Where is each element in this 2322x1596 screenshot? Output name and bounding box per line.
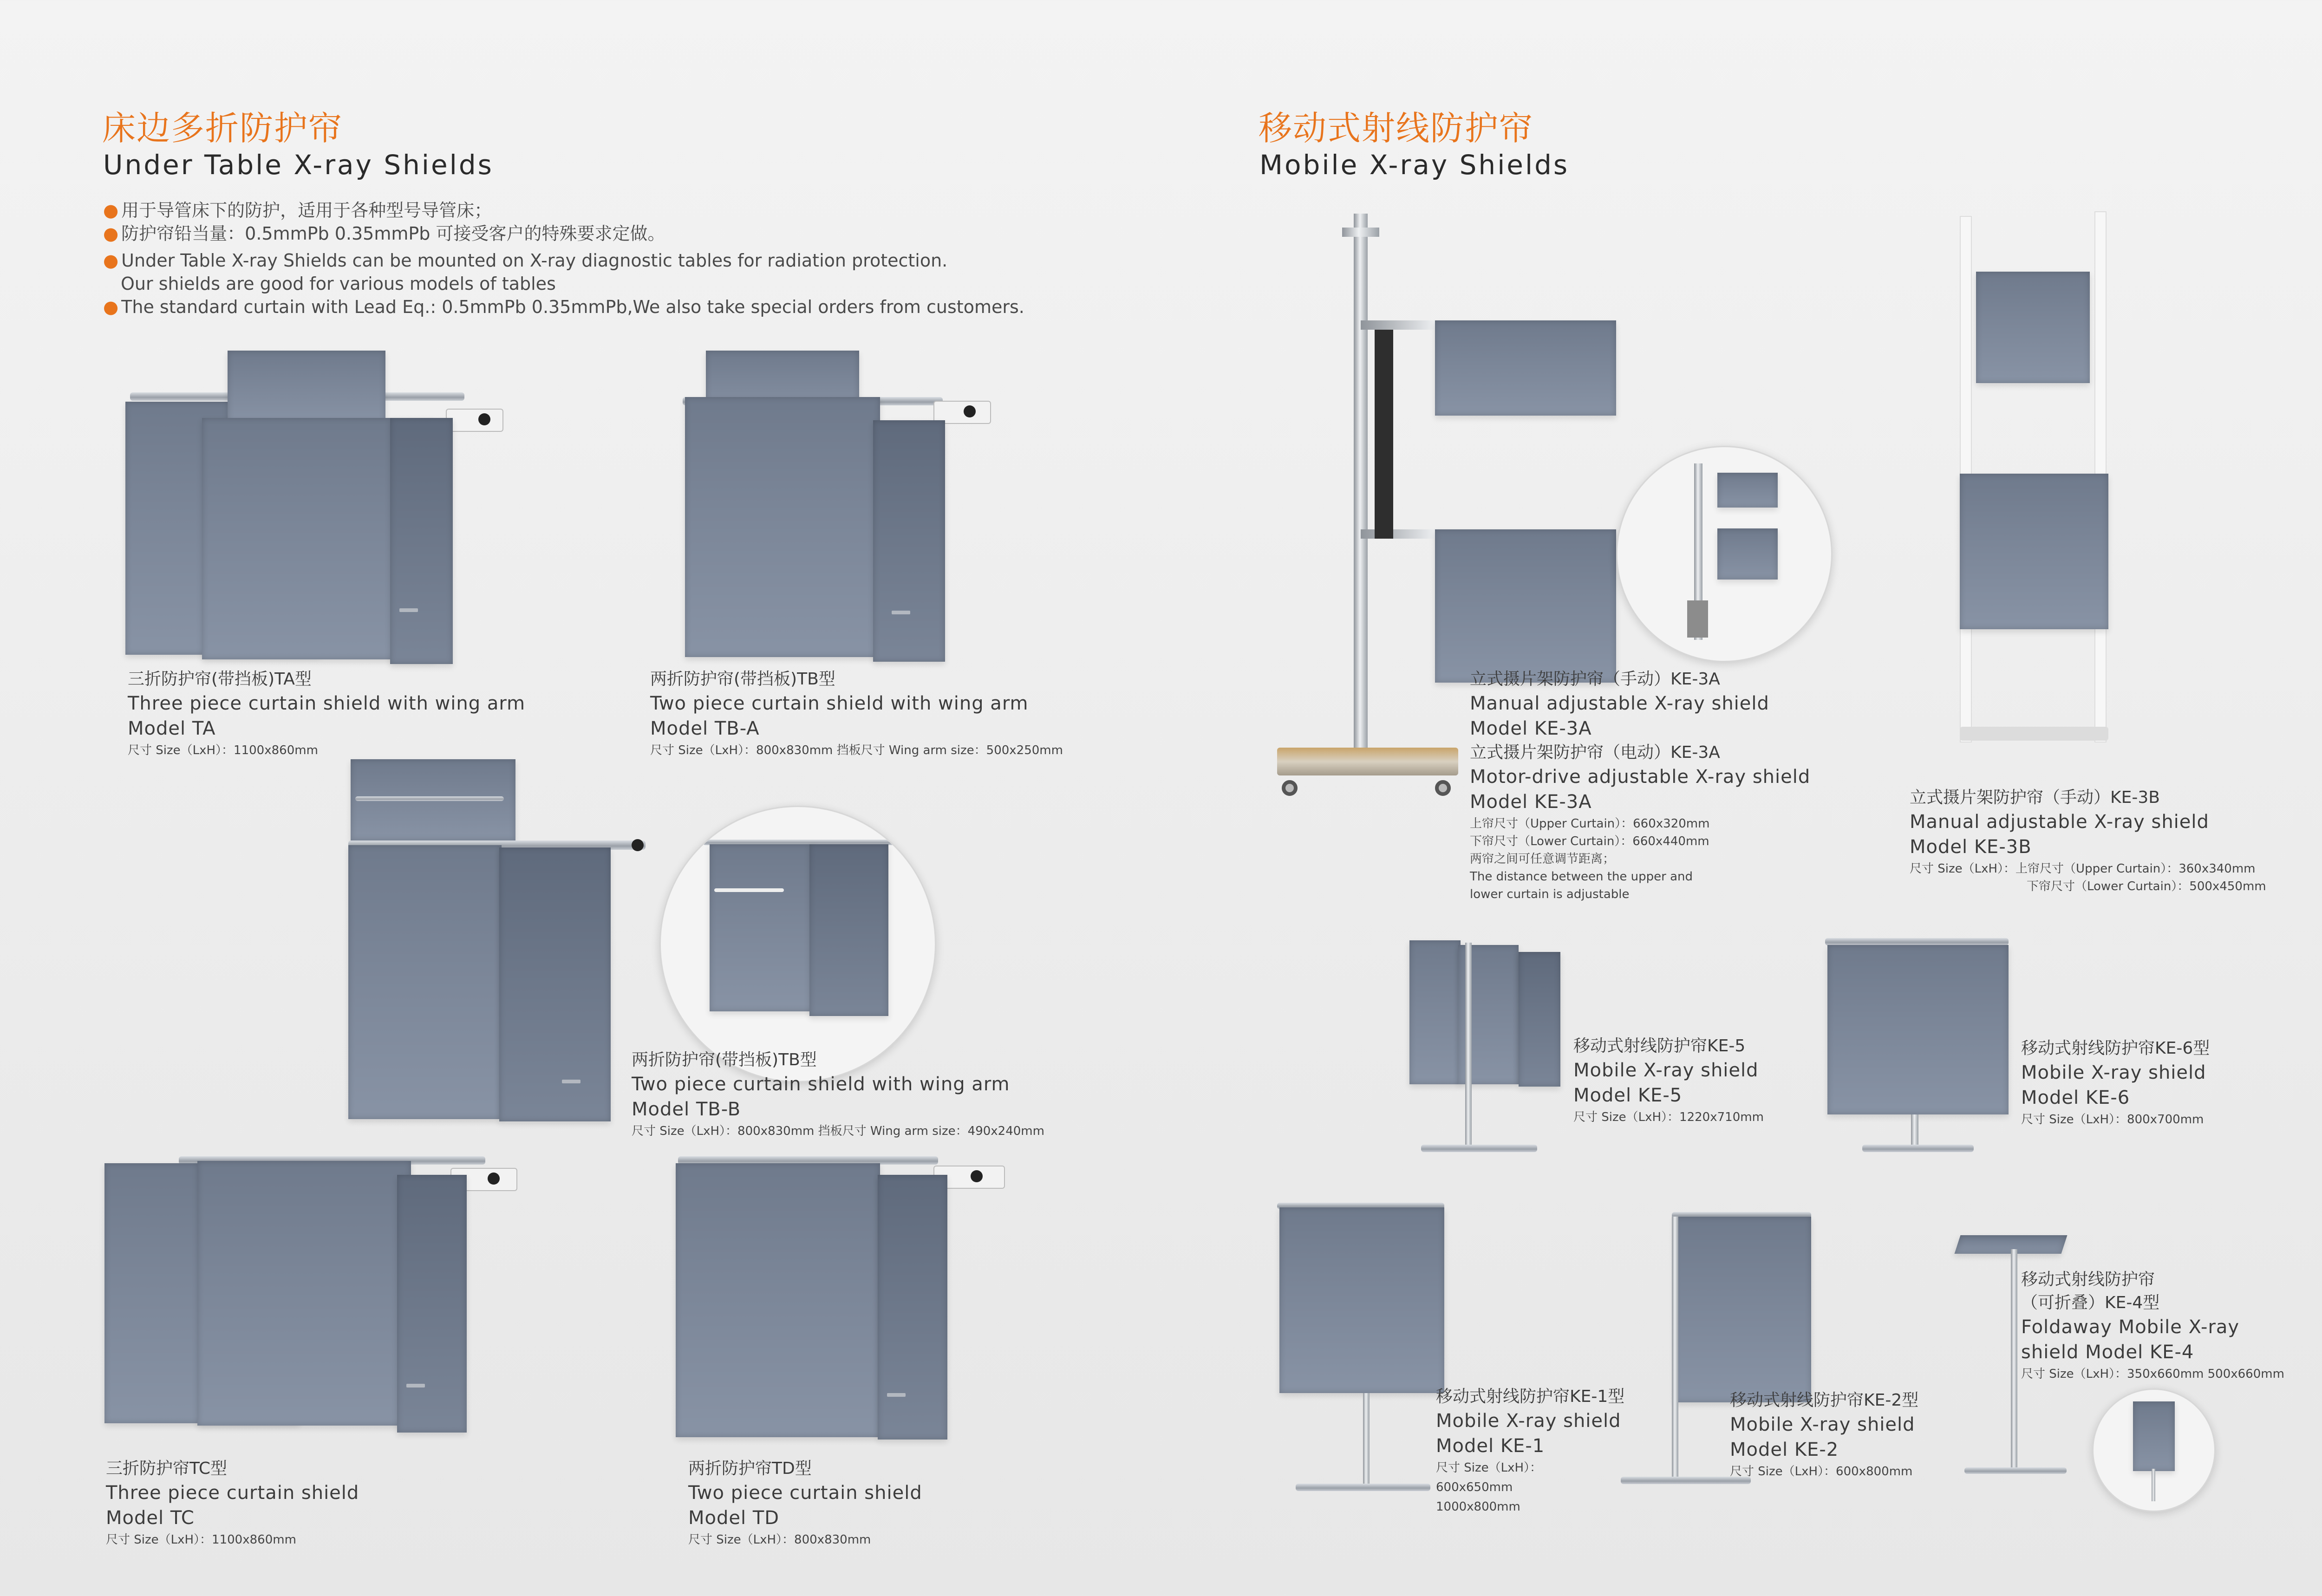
stand-base	[1421, 1145, 1537, 1152]
curtain-panel	[710, 844, 816, 1011]
curtain-panel	[1827, 945, 2009, 1114]
wheel-icon	[1282, 780, 1298, 796]
brand-logo	[887, 1393, 906, 1397]
knob-icon	[964, 405, 976, 417]
bullet-dot-icon: ●	[103, 223, 119, 244]
rail	[355, 796, 504, 801]
wing-panel	[228, 351, 385, 425]
brand-logo	[562, 1080, 580, 1083]
bullet-3-cont: Our shields are good for various models of tables	[121, 274, 556, 294]
stand-pole	[1363, 1393, 1370, 1486]
curtain-panel	[676, 1163, 880, 1437]
left-title-cn: 床边多折防护帘	[102, 109, 343, 148]
curtain-panel	[197, 1161, 411, 1426]
curtain-panel	[1409, 940, 1461, 1084]
caption-tb-a: 两折防护帘(带挡板)TB型 Two piece curtain shield with wing arm Model TB-A 尺寸 Size（LxH）：800x830mm 挡板尺寸 Wing arm size：500x250mm	[650, 670, 1063, 757]
lower-curtain	[1960, 474, 2108, 629]
knob-icon	[478, 413, 490, 425]
product-image-tb-b	[344, 755, 669, 1126]
caption-ta: 三折防护帘(带挡板)TA型 Three piece curtain shield with wing arm Model TA 尺寸 Size（LxH）：1100x860mm	[128, 670, 526, 757]
product-image-ke-5	[1407, 933, 1565, 1175]
stand-base	[1296, 1484, 1430, 1491]
product-image-ta	[121, 348, 506, 664]
bullet-1: ● 用于导管床下的防护，适用于各种型号导管床；	[103, 200, 492, 221]
product-image-ke-3b	[1950, 207, 2127, 755]
curtain-panel	[685, 397, 880, 657]
curtain-panel	[1519, 952, 1560, 1087]
product-image-tc	[102, 1142, 529, 1458]
lower-curtain	[1717, 528, 1778, 580]
stand-clamp	[1342, 228, 1379, 237]
curtain-panel	[873, 420, 945, 662]
knob-icon	[632, 839, 644, 851]
caption-tc: 三折防护帘TC型 Three piece curtain shield Model TC 尺寸 Size（LxH）：1100x860mm	[106, 1459, 359, 1547]
curtain-panel	[499, 847, 611, 1121]
upper-curtain	[1976, 272, 2090, 383]
rail	[714, 888, 784, 892]
curtain-panel	[397, 1175, 467, 1433]
bullet-dot-icon: ●	[103, 297, 119, 317]
lower-curtain	[1435, 529, 1616, 683]
caption-ke-4: 移动式射线防护帘 （可折叠）KE-4型 Foldaway Mobile X-ray shield Model KE-4 尺寸 Size（LxH）：350x660mm 500x660mm	[2021, 1270, 2284, 1381]
bullet-3: ● Under Table X-ray Shields can be mounted on X-ray diagnostic tables for radiation protection.	[103, 250, 948, 271]
right-title-en: Mobile X-ray Shields	[1259, 149, 1570, 181]
stand-pole	[1354, 214, 1368, 748]
caption-td: 两折防护帘TD型 Two piece curtain shield Model TD 尺寸 Size（LxH）：800x830mm	[688, 1459, 922, 1547]
stand-base	[1960, 727, 2108, 741]
detail-circle-ke-4	[2092, 1388, 2216, 1512]
brand-logo	[406, 1384, 425, 1388]
knob-icon	[971, 1170, 983, 1182]
bullet-2: ● 防护帘铅当量：0.5mmPb 0.35mmPb 可接受客户的特殊要求定做。	[103, 223, 665, 244]
left-title-en: Under Table X-ray Shields	[103, 149, 494, 181]
drive-column	[1375, 330, 1393, 539]
brand-logo	[399, 608, 418, 612]
caption-ke-3b: 立式摄片架防护帘（手动）KE-3B Manual adjustable X-ray shield Model KE-3B 尺寸 Size（LxH）：上帘尺寸（Upper Curtain）：360x340mm 下帘尺寸（Lower Curtain）：500x450mm	[1910, 788, 2266, 893]
knob-icon	[488, 1173, 500, 1185]
stand-base	[1277, 748, 1458, 775]
detail-circle-ke-3a	[1616, 446, 1833, 662]
intro-bullets	[103, 199, 1024, 319]
wheel-icon	[1435, 780, 1451, 796]
stand-pole	[1465, 943, 1472, 1147]
bullet-dot-icon: ●	[103, 200, 119, 221]
bullet-4: ● The standard curtain with Lead Eq.: 0.5mmPb 0.35mmPb,We also take special orders from customers.	[103, 297, 1024, 317]
curtain-panel	[1279, 1207, 1444, 1393]
caption-ke-3a: 立式摄片架防护帘（手动）KE-3A Manual adjustable X-ray shield Model KE-3A 立式摄片架防护帘（电动）KE-3A Motor-drive adjustable X-ray shield Model KE-3A 上帘尺寸（Upper Curtain）：660x320mm 下帘尺寸（Lower Curtain）：660x440mm 两帘之间可任意调节距离； The distance between the upper and lower curtain is adjustable	[1470, 670, 1811, 901]
product-image-ke-1	[1277, 1198, 1449, 1514]
motor-box	[1687, 600, 1708, 638]
caption-ke-5: 移动式射线防护帘KE-5 Mobile X-ray shield Model KE-5 尺寸 Size（LxH）：1220x710mm	[1573, 1036, 1764, 1124]
product-image-tb-a	[673, 346, 1008, 666]
detail-circle-tb-b	[659, 806, 936, 1082]
stand-pole	[2011, 1249, 2017, 1472]
curtain-panel	[1674, 1217, 1811, 1402]
rail	[1825, 938, 2009, 945]
curtain-panel	[2133, 1401, 2175, 1471]
stand-pole	[2152, 1469, 2155, 1501]
stand-pole	[1672, 1217, 1678, 1481]
stand-base	[1964, 1467, 2067, 1474]
upper-curtain	[1435, 320, 1616, 416]
product-image-ke-6	[1825, 933, 2011, 1166]
caption-ke-1: 移动式射线防护帘KE-1型 Mobile X-ray shield Model KE-1 尺寸 Size（LxH）： 600x650mm 1000x800mm	[1436, 1387, 1625, 1514]
caption-tb-b: 两折防护帘(带挡板)TB型 Two piece curtain shield with wing arm Model TB-B 尺寸 Size（LxH）：800x830mm 挡板尺寸 Wing arm size：490x240mm	[632, 1050, 1044, 1138]
caption-ke-6: 移动式射线防护帘KE-6型 Mobile X-ray shield Model KE-6 尺寸 Size（LxH）：800x700mm	[2021, 1039, 2210, 1127]
brand-logo	[892, 611, 910, 614]
curtain-panel	[878, 1175, 947, 1440]
upper-curtain	[1717, 473, 1778, 508]
bullet-dot-icon: ●	[103, 250, 119, 271]
wing-arm-bracket	[446, 409, 503, 432]
caption-ke-2: 移动式射线防护帘KE-2型 Mobile X-ray shield Model KE-2 尺寸 Size（LxH）：600x800mm	[1730, 1391, 1919, 1479]
curtain-panel	[809, 844, 888, 1016]
curtain-panel	[348, 845, 502, 1119]
right-title-cn: 移动式射线防护帘	[1259, 109, 1534, 148]
product-image-td	[669, 1142, 1036, 1458]
curtain-panel	[390, 418, 453, 664]
stand-base	[1862, 1145, 1974, 1152]
